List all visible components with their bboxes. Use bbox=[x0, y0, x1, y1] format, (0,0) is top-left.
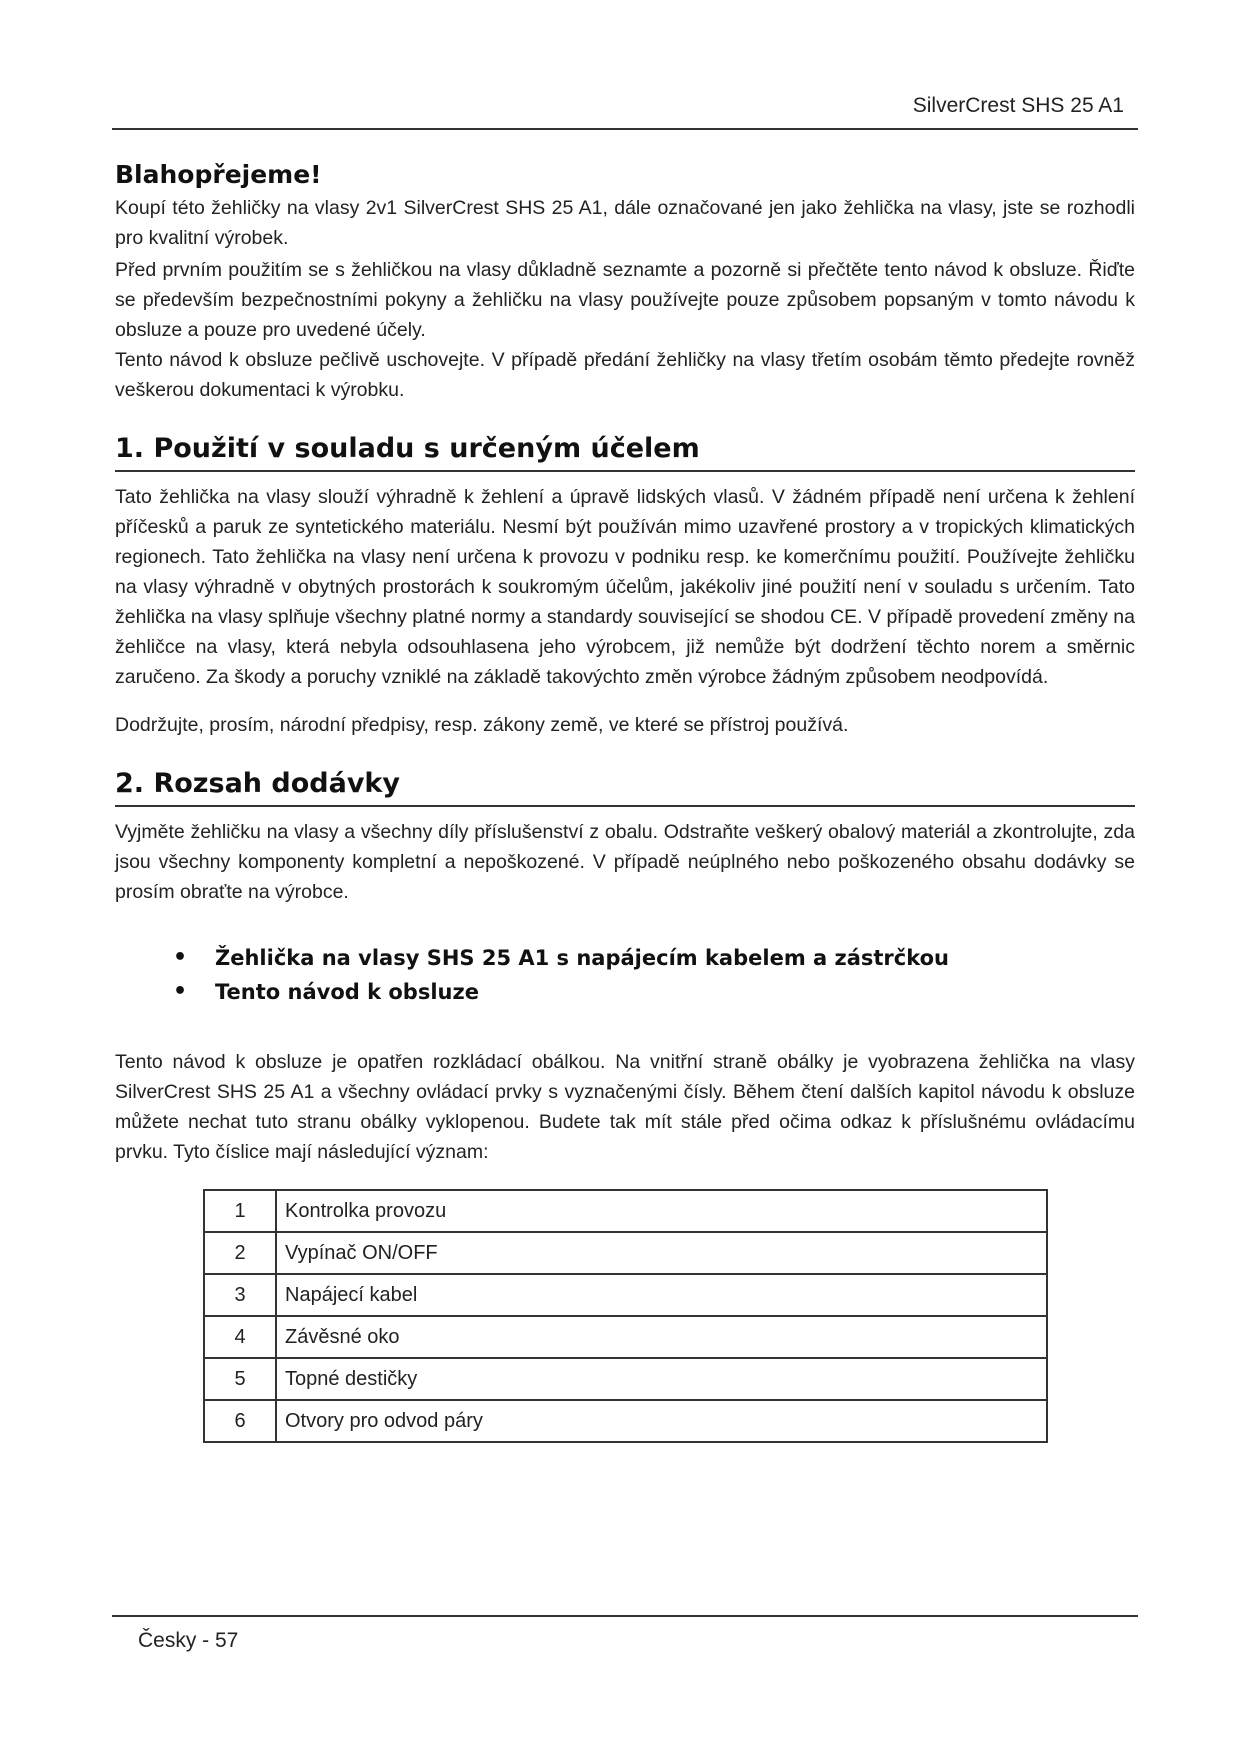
document-body bbox=[115, 160, 1135, 1443]
legend-label: Kontrolka provozu bbox=[276, 1190, 1047, 1232]
list-item bbox=[173, 941, 1135, 975]
intro-paragraph: Tento návod k obsluze pečlivě uschovejte. V případě předání žehličky na vlasy třetím osobám těmto předejte rovněž veškerou dokumentaci k výrobku. bbox=[115, 349, 1135, 401]
table-row bbox=[204, 1232, 1047, 1274]
delivery-list bbox=[115, 941, 1135, 1009]
legend-number: 1 bbox=[204, 1190, 276, 1232]
table-row bbox=[204, 1316, 1047, 1358]
legend-number: 6 bbox=[204, 1400, 276, 1442]
legend-number: 4 bbox=[204, 1316, 276, 1358]
intro-paragraph: Před prvním použitím se s žehličkou na vlasy důkladně seznamte a pozorně si přečtěte tento návod k obsluze. Řiďte se především bezpečnostními pokyny a žehličku na vlasy používejte pouze způsobem popsaným v tomto návodu k obsluze a pouze pro uvedené účely. bbox=[115, 259, 1135, 341]
legend-label: Napájecí kabel bbox=[276, 1274, 1047, 1316]
table-row bbox=[204, 1190, 1047, 1232]
legend-intro-paragraph: Tento návod k obsluze je opatřen rozkládací obálkou. Na vnitřní straně obálky je vyobrazena žehlička na vlasy SilverCrest SHS 25 A1 a všechny ovládací prvky s vyznačenými čísly. Během čtení dalších kapitol návodu k obsluze můžete nechat tuto stranu obálky vyklopenou. Budete tak mít stále před očima odkaz k příslušnému ovládacímu prvku. Tyto číslice mají následující význam: bbox=[115, 1051, 1135, 1163]
section-2 bbox=[115, 768, 1135, 1443]
intro-paragraph: Koupí této žehličky na vlasy 2v1 SilverCrest SHS 25 A1, dále označované jen jako žehlička na vlasy, jste se rozhodli pro kvalitní výrobek. bbox=[115, 197, 1135, 249]
table-row bbox=[204, 1358, 1047, 1400]
list-item-text: Žehlička na vlasy SHS 25 A1 s napájecím kabelem a zástrčkou bbox=[215, 946, 950, 970]
legend-number: 2 bbox=[204, 1232, 276, 1274]
list-item bbox=[173, 975, 1135, 1009]
page-footer bbox=[112, 1615, 1138, 1652]
section-2-paragraph: Vyjměte žehličku na vlasy a všechny díly příslušenství z obalu. Odstraňte veškerý obalový materiál a zkontrolujte, zda jsou všechny komponenty kompletní a nepoškozené. V případě neúplného nebo poškozeného obsahu dodávky se prosím obraťte na výrobce. bbox=[115, 821, 1135, 903]
list-item-text: Tento návod k obsluze bbox=[215, 980, 479, 1004]
section-2-title: 2. Rozsah dodávky bbox=[115, 768, 1135, 807]
legend-table bbox=[203, 1189, 1048, 1443]
legend-label: Vypínač ON/OFF bbox=[276, 1232, 1047, 1274]
page-header bbox=[112, 78, 1138, 130]
section-1-title: 1. Použití v souladu s určeným účelem bbox=[115, 433, 1135, 472]
header-title: SilverCrest SHS 25 A1 bbox=[912, 94, 1124, 117]
legend-label: Závěsné oko bbox=[276, 1316, 1047, 1358]
bullet-icon: • bbox=[173, 979, 188, 1004]
table-row bbox=[204, 1400, 1047, 1442]
section-1-paragraph: Tato žehlička na vlasy slouží výhradně k žehlení a úpravě lidských vlasů. V žádném případě není určena k žehlení příčesků a paruk ze syntetického materiálu. Nesmí být používán mimo uzavřené prostory a v tropických klimatických regionech. Tato žehlička na vlasy není určena k provozu v podniku resp. ke komerčnímu použití. Používejte žehličku na vlasy výhradně v obytných prostorách k soukromým účelům, jakékoliv jiné použití není v souladu s určením. Tato žehlička na vlasy splňuje všechny platné normy a standardy související se shodou CE. V případě provedení změny na žehličce na vlasy, která nebyla odsouhlasena jeho výrobcem, již nemůže být dodržení těchto norem a směrnic zaručeno. Za škody a poruchy vzniklé na základě takovýchto změn výrobce žádným způsobem neodpovídá. bbox=[115, 486, 1135, 688]
legend-label: Topné destičky bbox=[276, 1358, 1047, 1400]
page-number: Česky - 57 bbox=[138, 1629, 239, 1652]
legend-number: 5 bbox=[204, 1358, 276, 1400]
legend-number: 3 bbox=[204, 1274, 276, 1316]
legend-label: Otvory pro odvod páry bbox=[276, 1400, 1047, 1442]
section-1 bbox=[115, 433, 1135, 740]
section-1-paragraph: Dodržujte, prosím, národní předpisy, resp. zákony země, ve které se přístroj používá. bbox=[115, 714, 849, 736]
bullet-icon: • bbox=[173, 945, 188, 970]
intro-title: Blahopřejeme! bbox=[115, 160, 322, 189]
table-row bbox=[204, 1274, 1047, 1316]
